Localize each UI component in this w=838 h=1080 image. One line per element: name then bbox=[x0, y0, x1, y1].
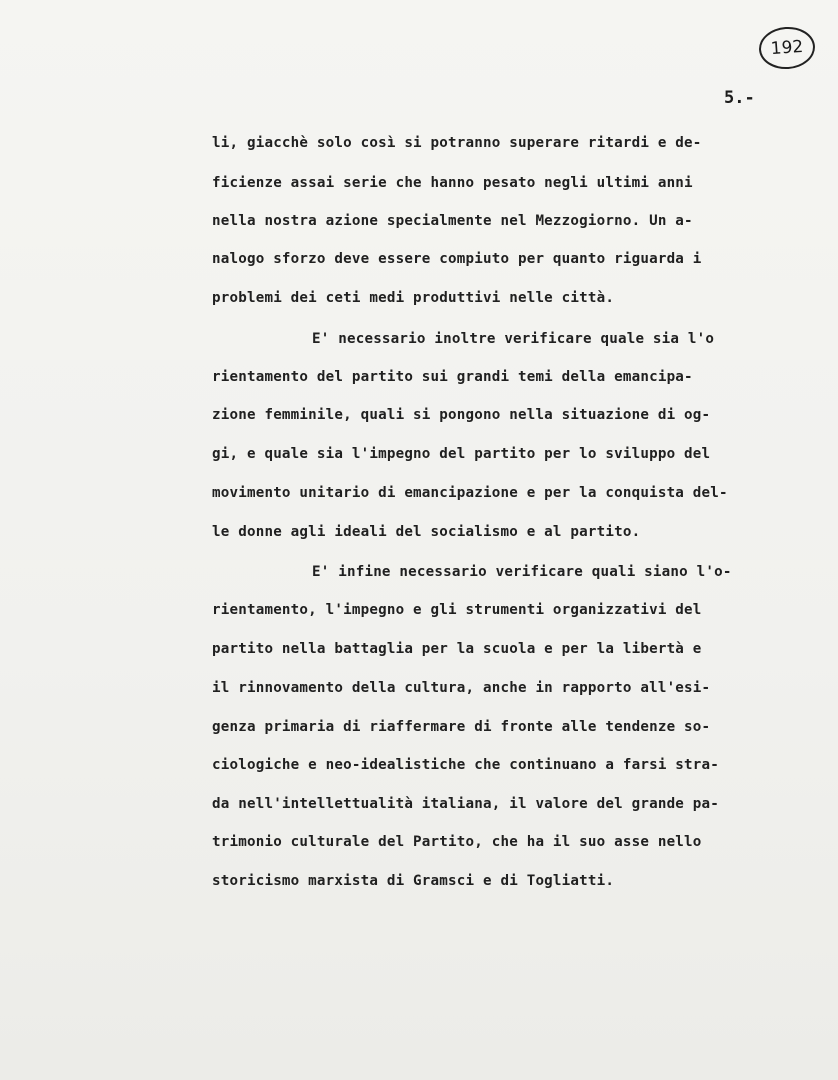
text-line: zione femminile, quali si pongono nella situazione di og- bbox=[212, 407, 711, 423]
text-line: rientamento, l'impegno e gli strumenti organizzativi del bbox=[212, 602, 702, 618]
text-line: gi, e quale sia l'impegno del partito per lo sviluppo del bbox=[212, 446, 711, 462]
text-line: E' infine necessario verificare quali siano l'o- bbox=[312, 564, 732, 580]
text-line: trimonio culturale del Partito, che ha il suo asse nello bbox=[212, 834, 702, 850]
text-line: le donne agli ideali del socialismo e al partito. bbox=[212, 524, 641, 540]
text-line: li, giacchè solo così si potranno superare ritardi e de- bbox=[212, 135, 702, 151]
text-line: E' necessario inoltre verificare quale sia l'o bbox=[312, 331, 715, 347]
text-line: problemi dei ceti medi produttivi nelle città. bbox=[212, 290, 615, 306]
text-line: nalogo sforzo deve essere compiuto per quanto riguarda i bbox=[212, 251, 702, 267]
text-line: rientamento del partito sui grandi temi della emancipa- bbox=[212, 369, 693, 385]
text-line: nella nostra azione specialmente nel Mezzogiorno. Un a- bbox=[212, 213, 693, 229]
text-line: partito nella battaglia per la scuola e per la libertà e bbox=[212, 641, 702, 657]
text-line: genza primaria di riaffermare di fronte alle tendenze so- bbox=[212, 719, 711, 735]
text-line: ciologiche e neo-idealistiche che continuano a farsi stra- bbox=[212, 757, 720, 773]
archive-stamp: 192 bbox=[758, 25, 817, 71]
text-line: storicismo marxista di Gramsci e di Togliatti. bbox=[212, 873, 615, 889]
text-line: ficienze assai serie che hanno pesato negli ultimi anni bbox=[212, 175, 693, 191]
text-line: da nell'intellettualità italiana, il valore del grande pa- bbox=[212, 796, 720, 812]
text-line: movimento unitario di emancipazione e per la conquista del- bbox=[212, 485, 728, 501]
text-line: il rinnovamento della cultura, anche in rapporto all'esi- bbox=[212, 680, 711, 696]
page-number: 5.- bbox=[724, 88, 755, 108]
